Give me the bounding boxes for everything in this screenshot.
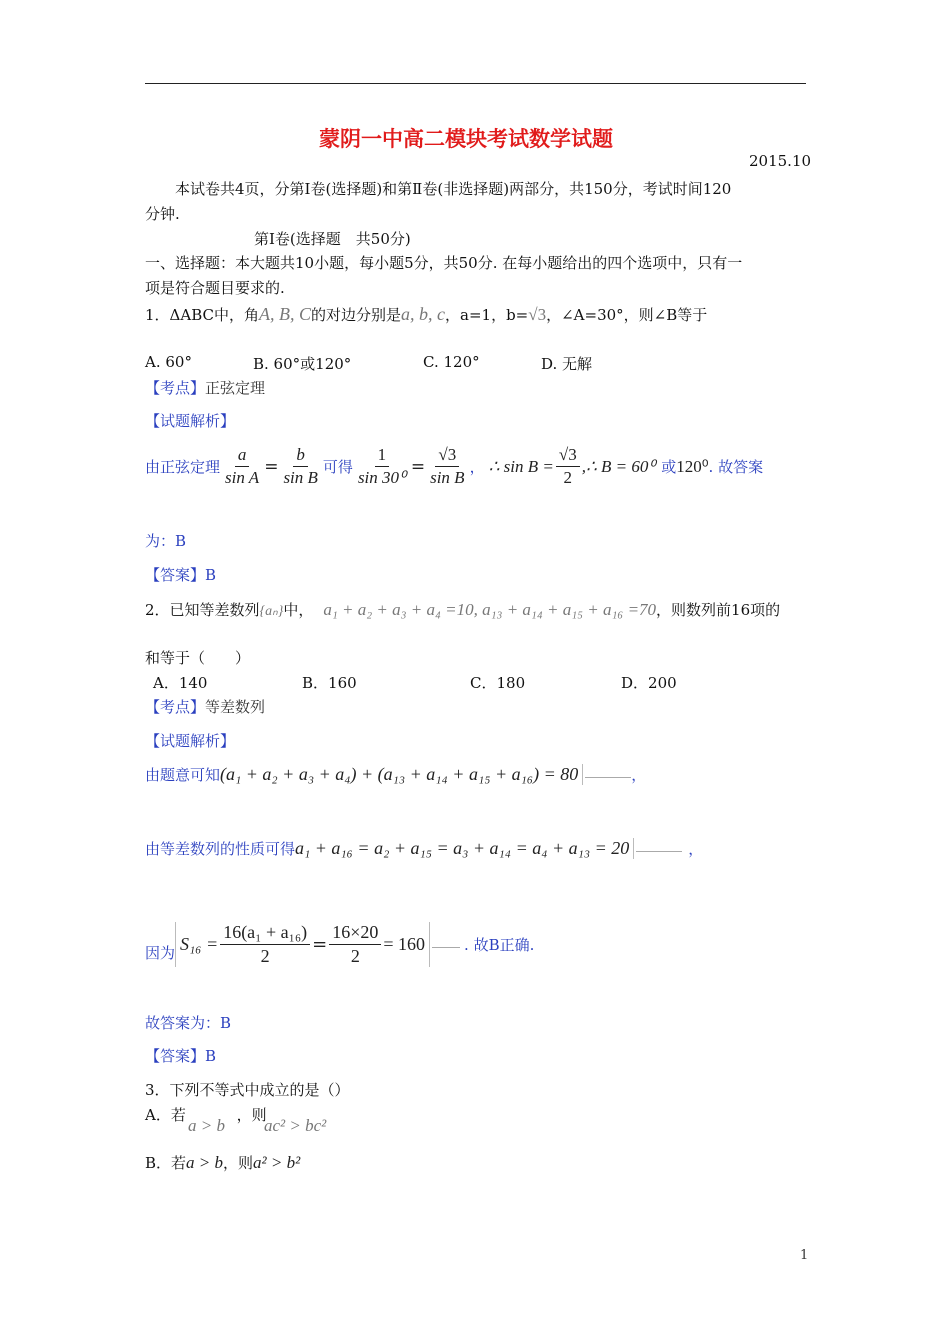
q3-a-res: ac² > bc² bbox=[264, 1116, 327, 1135]
q1-stem-a: 1．ΔABC中，角 bbox=[145, 306, 259, 324]
q1-sides: a, b, c bbox=[401, 304, 446, 324]
q1-frac-e-num: √3 bbox=[556, 445, 580, 467]
q1-frac-d-den: sin B bbox=[430, 468, 465, 487]
q2-l3-tail-line bbox=[432, 941, 460, 948]
q3-b-label: B．若 bbox=[145, 1154, 187, 1172]
q2-l3-frac1-den: 2 bbox=[260, 946, 270, 966]
q2-l2-prefix: 由等差数列的性质可得 bbox=[145, 840, 296, 858]
q2-l1-end: ， bbox=[631, 766, 647, 784]
q1-solution-line: 由正弦定理 $\frac{a}{\text{sin A}}$ = $\frac{b}{\text{sin B}}$ 可得 $\frac{1}{\text{sin 30⁰}}$ = $\frac{√3}{\text{sin B}}$ ， ∴ sin B = $\frac{√3}{2}$ ,∴ B = 60⁰ 或 120⁰ . 故答案 bbox=[145, 445, 764, 487]
section1-line2: 项是符合题目要求的. bbox=[145, 279, 285, 297]
q1-frac-e bbox=[556, 445, 580, 488]
q2-option-a: A．140 bbox=[153, 674, 208, 692]
doc-title: 蒙阴一中高二模块考试数学试题 bbox=[319, 126, 613, 151]
q2-kaodian bbox=[145, 696, 265, 717]
q2-option-d: D．200 bbox=[621, 674, 677, 692]
q2-l3-frac2-num: 16×20 bbox=[329, 922, 381, 945]
q2-l1-prefix: 由题意可知 bbox=[145, 766, 221, 784]
q2-option-b: B．160 bbox=[302, 674, 357, 692]
page-number: 1 bbox=[800, 1248, 809, 1263]
q2-l2-tail bbox=[636, 845, 682, 852]
section1-line1: 一、选择题：本大题共10小题，每小题5分，共50分. 在每小题给出的四个选项中，只有一 bbox=[145, 254, 743, 272]
q2-step2 bbox=[145, 838, 703, 859]
q1-option-c: C. 120° bbox=[423, 353, 480, 371]
q3-a-cond: a > b bbox=[188, 1116, 225, 1135]
q1-kaodian bbox=[145, 377, 265, 398]
q2-jiexi-tag: 【试题解析】 bbox=[145, 732, 236, 750]
q3-b-then: ，则 bbox=[223, 1154, 254, 1172]
q1-frac-c-den: sin 30⁰ bbox=[357, 468, 406, 487]
q2-stem-line2: 和等于（ ） bbox=[145, 649, 251, 667]
q1-option-b: B. 60°或120° bbox=[253, 355, 352, 373]
q1-jiexi-end: . 故答案 bbox=[708, 458, 764, 476]
intro-line1: 本试卷共4页，分第Ⅰ卷(选择题)和第Ⅱ卷(非选择题)两部分，共150分，考试时间120 bbox=[175, 180, 732, 198]
q1-frac-c bbox=[355, 445, 409, 488]
q2-l2-end: ， bbox=[688, 840, 704, 858]
q1-frac-d bbox=[427, 445, 467, 488]
q2-kaodian-text: 等差数列 bbox=[205, 698, 266, 716]
q1-therefore2: ,∴ B = 60⁰ bbox=[581, 456, 656, 476]
q2-stem bbox=[145, 599, 780, 620]
q1-therefore1: ∴ sin B = bbox=[488, 456, 554, 476]
q1-kaodian-tag: 【考点】 bbox=[145, 379, 206, 397]
q2-option-c: C．180 bbox=[470, 674, 526, 692]
q3-b-res: a² > b² bbox=[253, 1153, 301, 1172]
q2-l3-frac2-den: 2 bbox=[350, 946, 360, 966]
q2-kaodian-tag: 【考点】 bbox=[145, 698, 206, 716]
q2-l3-end: . 故B正确. bbox=[464, 936, 535, 954]
q2-l3-s: S₁₆ = bbox=[180, 934, 219, 954]
q3-option-a bbox=[145, 1104, 327, 1135]
q1-or: 或 bbox=[661, 458, 677, 476]
q1-frac-b-den: sin B bbox=[283, 468, 318, 487]
q1-jiexi-prefix: 由正弦定理 bbox=[145, 458, 221, 476]
q2-step1 bbox=[145, 764, 646, 785]
q1-stem-b: 的对边分别是 bbox=[311, 306, 402, 324]
q1-option-d: D. 无解 bbox=[541, 355, 593, 373]
q1-frac-b bbox=[280, 445, 320, 488]
q1-stem-c: ，a=1，b= bbox=[445, 306, 529, 324]
q1-jiexi-mid: 可得 bbox=[322, 458, 353, 476]
q2-l3-frac1 bbox=[220, 922, 310, 967]
q1-answer: 【答案】B bbox=[145, 566, 217, 584]
q2-l1-eq: (a₁ + a₂ + a₃ + a₄) + (a₁₃ + a₁₄ + a₁₅ + a₁₆) = 80 bbox=[220, 764, 583, 785]
q2-stem-c: ，则数列前16项的 bbox=[656, 601, 781, 619]
q3-a-label: A．若 bbox=[145, 1106, 186, 1124]
q2-stem-b: 中， bbox=[283, 601, 314, 619]
q3-option-b bbox=[145, 1152, 300, 1173]
q1-sqrt3: √3 bbox=[528, 305, 547, 324]
q2-l3-prefix: 因为 bbox=[145, 944, 176, 962]
q1-jiexi-tag: 【试题解析】 bbox=[145, 412, 236, 430]
q2-eq: a₁ + a₂ + a₃ + a₄ =10, a₁₃ + a₁₄ + a₁₅ + a₁₆ =70 bbox=[323, 600, 657, 619]
q1-stem bbox=[145, 304, 707, 325]
q1-frac-b-num: b bbox=[293, 445, 308, 467]
q1-frac-a-den: sin A bbox=[225, 468, 260, 487]
q1-frac-d-num: √3 bbox=[435, 445, 459, 467]
q3-b-cond: a > b bbox=[186, 1153, 224, 1172]
q3-a-then: ，则 bbox=[236, 1106, 267, 1124]
q2-stem-a: 2．已知等差数列 bbox=[145, 601, 260, 619]
q1-comma: ， bbox=[469, 458, 485, 476]
q2-l3-frac2 bbox=[329, 922, 381, 967]
q1-kaodian-text: 正弦定理 bbox=[205, 379, 266, 397]
q1-option-a: A. 60° bbox=[145, 353, 192, 371]
q2-seq: {aₙ} bbox=[259, 604, 284, 619]
q1-deg120: 120⁰ bbox=[676, 456, 709, 476]
q1-angles: A, B, C bbox=[259, 304, 311, 324]
q2-l3-formula: S₁₆ = $\frac{\text{16(a₁ + a₁₆)}}{2}$ = $\frac{16\times 20}{2}$ = 160 bbox=[175, 922, 430, 967]
q2-final: 故答案为：B bbox=[145, 1014, 232, 1032]
header-rule bbox=[145, 83, 806, 84]
q1-frac-a bbox=[222, 445, 262, 488]
q2-answer: 【答案】B bbox=[145, 1047, 217, 1065]
q1-frac-a-num: a bbox=[235, 445, 250, 467]
q2-l1-tail bbox=[585, 771, 631, 778]
q3-stem: 3．下列不等式中成立的是（） bbox=[145, 1081, 350, 1099]
q2-l3-tail: = 160 bbox=[383, 934, 426, 954]
q1-frac-c-num: 1 bbox=[375, 445, 390, 467]
intro-line2: 分钟. bbox=[145, 205, 180, 223]
q1-frac-e-den: 2 bbox=[563, 468, 573, 487]
doc-date: 2015.10 bbox=[749, 152, 812, 170]
q2-step3 bbox=[145, 922, 534, 967]
q2-l3-frac1-num: 16(a₁ + a₁₆) bbox=[220, 922, 310, 945]
part1-heading: 第Ⅰ卷(选择题 共50分) bbox=[254, 230, 411, 248]
q2-l2-eq: a₁ + a₁₆ = a₂ + a₁₅ = a₃ + a₁₄ = a₄ + a₁₃ = 20 bbox=[295, 838, 634, 859]
q1-stem-d: ，∠A=30°，则∠B等于 bbox=[546, 306, 708, 324]
q1-jiexi-line2: 为：B bbox=[145, 532, 187, 550]
